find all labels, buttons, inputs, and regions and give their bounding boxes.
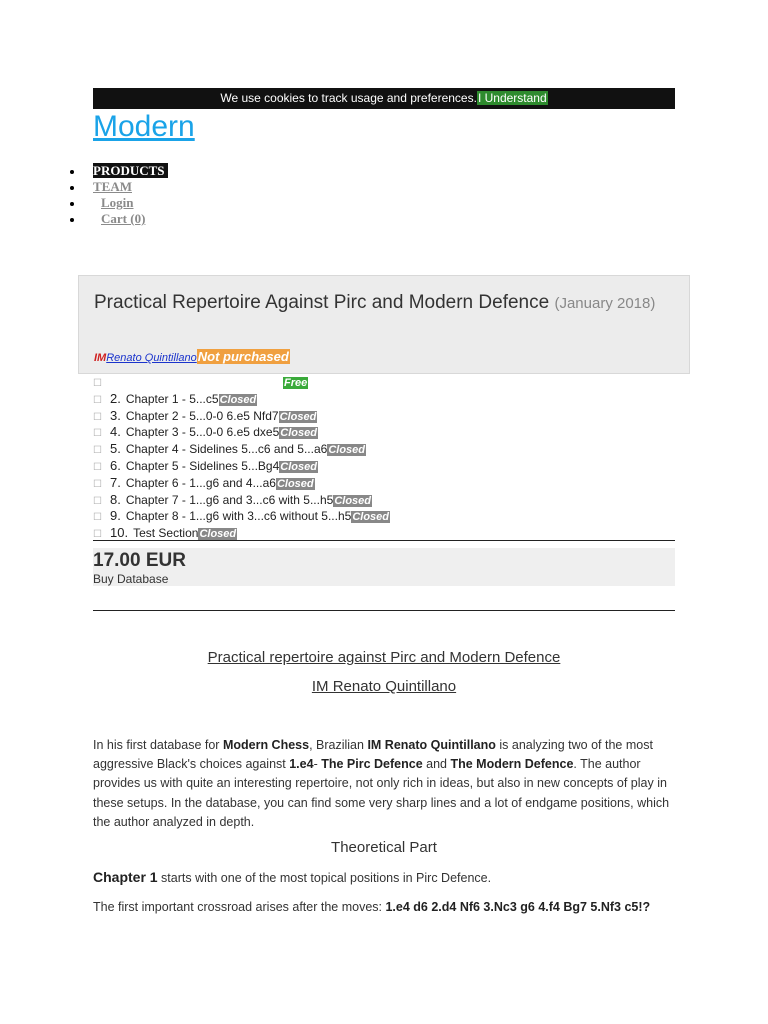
divider: [93, 610, 675, 611]
chapter-label: Chapter 6 - 1...g6 and 4...a6: [125, 475, 276, 490]
price-box: [93, 548, 675, 586]
nav-login-label: Login: [101, 195, 134, 210]
chapter-label: Test Section: [133, 526, 199, 541]
chapter-label: Chapter 2 - 5...0-0 6.e5 Nfd7: [125, 408, 279, 423]
chapter-list: [93, 374, 390, 542]
product-header: [78, 275, 690, 374]
chapter-number: 9.: [110, 508, 121, 524]
cookie-bar: [93, 88, 675, 109]
divider: [93, 540, 675, 541]
chapter-label: Chapter 3 - 5...0-0 6.e5 dxe5: [125, 425, 280, 440]
chapter1-paragraph: Chapter 1 starts with one of the most topical positions in Pirc Defence.: [93, 869, 492, 885]
closed-badge: Closed: [328, 444, 365, 457]
chapter-item[interactable]: [93, 458, 390, 475]
closed-badge: Closed: [280, 427, 317, 440]
chapter-item[interactable]: [93, 391, 390, 408]
chapter-item[interactable]: [93, 508, 390, 525]
checkbox-icon[interactable]: ☐: [93, 529, 102, 541]
chapter-label: Chapter 5 - Sidelines 5...Bg4: [125, 458, 280, 473]
chapter-item[interactable]: [93, 408, 390, 425]
product-title: [94, 289, 679, 318]
article-intro: In his first database for Modern Chess, Brazilian IM Renato Quintillano is analyzing two of the most aggressive Black's choices against 1.e4- The Pirc Defence and The Modern Defence. The author provides us with quite an interesting repertoire, not only rich in ideas, but also in new concepts of play in these setups. In the database, you can find some very sharp lines and a lot of endgame positions, which the author analyzed in depth.: [93, 738, 670, 829]
chapter-number: 2.: [110, 390, 121, 406]
closed-badge: Closed: [276, 477, 314, 490]
nav-link-team[interactable]: TEAM: [93, 179, 132, 194]
closed-badge: Closed: [334, 494, 371, 507]
checkbox-icon[interactable]: ☐: [93, 478, 102, 490]
chapter-number: 5.: [110, 441, 121, 457]
chapter-item[interactable]: [93, 424, 390, 441]
article-title: Practical repertoire against Pirc and Modern Defence: [207, 649, 561, 666]
checkbox-icon[interactable]: ☐: [93, 394, 102, 406]
chapter-number: 7.: [110, 474, 121, 490]
chapter-label: Chapter 4 - Sidelines 5...c6 and 5...a6: [125, 442, 328, 457]
author-line: [94, 349, 290, 366]
closed-badge: Closed: [279, 410, 317, 423]
closed-badge: Closed: [219, 393, 257, 406]
chapter-number: 10.: [110, 525, 129, 541]
product-title-text: Practical Repertoire Against Pirc and Modern Defence: [94, 292, 550, 313]
chapter-number: 8.: [110, 491, 121, 507]
chapter-number: 3.: [110, 407, 121, 423]
product-date: (January 2018): [554, 295, 656, 312]
purchase-status-badge: Not purchased: [197, 349, 289, 364]
nav-link-login[interactable]: [93, 195, 134, 210]
chapter-label: Chapter 1 - 5...c5: [125, 391, 219, 406]
price: 17.00 EUR: [93, 550, 186, 571]
closed-badge: Closed: [199, 528, 237, 541]
closed-badge: Closed: [352, 511, 389, 524]
article-author: IM Renato Quintillano: [311, 678, 457, 695]
nav-item-login[interactable]: [70, 195, 168, 211]
checkbox-icon[interactable]: ☐: [93, 512, 102, 524]
crossroad-paragraph: The first important crossroad arises after the moves: 1.e4 d6 2.d4 Nf6 3.Nc3 g6 4.f4 Bg7 5.Nf3 c5!?: [93, 900, 651, 914]
nav-link-cart[interactable]: [93, 211, 145, 226]
checkbox-icon[interactable]: ☐: [93, 378, 102, 389]
author-title: IM: [94, 352, 107, 364]
checkbox-icon[interactable]: ☐: [93, 495, 102, 507]
section-heading: Theoretical Part: [331, 839, 437, 856]
chapter-item[interactable]: [93, 475, 390, 492]
nav-link-products[interactable]: PRODUCTS: [93, 163, 168, 178]
chapter-item[interactable]: [93, 374, 390, 391]
checkbox-icon[interactable]: ☐: [93, 445, 102, 457]
buy-database-button[interactable]: Buy Database: [93, 572, 169, 586]
nav-cart-label: Cart (0): [101, 211, 146, 226]
site-logo[interactable]: Modern: [93, 110, 195, 143]
nav-item-cart[interactable]: [70, 211, 168, 227]
understand-button[interactable]: I Understand: [477, 91, 547, 105]
nav-item-products[interactable]: [70, 163, 168, 179]
chapter-item[interactable]: [93, 441, 390, 458]
chapter-number: 4.: [110, 424, 121, 440]
checkbox-icon[interactable]: ☐: [93, 428, 102, 440]
chapter-item[interactable]: [93, 492, 390, 509]
closed-badge: Closed: [280, 460, 317, 473]
checkbox-icon[interactable]: ☐: [93, 411, 102, 423]
chapter-number: 6.: [110, 457, 121, 473]
chapter-label: Chapter 8 - 1...g6 with 3...c6 without 5...h5: [125, 509, 352, 524]
chapter-label: Chapter 7 - 1...g6 and 3...c6 with 5...h5: [125, 492, 334, 507]
free-badge: Free: [284, 377, 308, 389]
cookie-message: We use cookies to track usage and preferences.: [220, 91, 477, 105]
author-link[interactable]: Renato Quintillano: [106, 352, 197, 364]
main-nav: [70, 163, 168, 227]
nav-item-team[interactable]: [70, 179, 168, 195]
checkbox-icon[interactable]: ☐: [93, 461, 102, 473]
